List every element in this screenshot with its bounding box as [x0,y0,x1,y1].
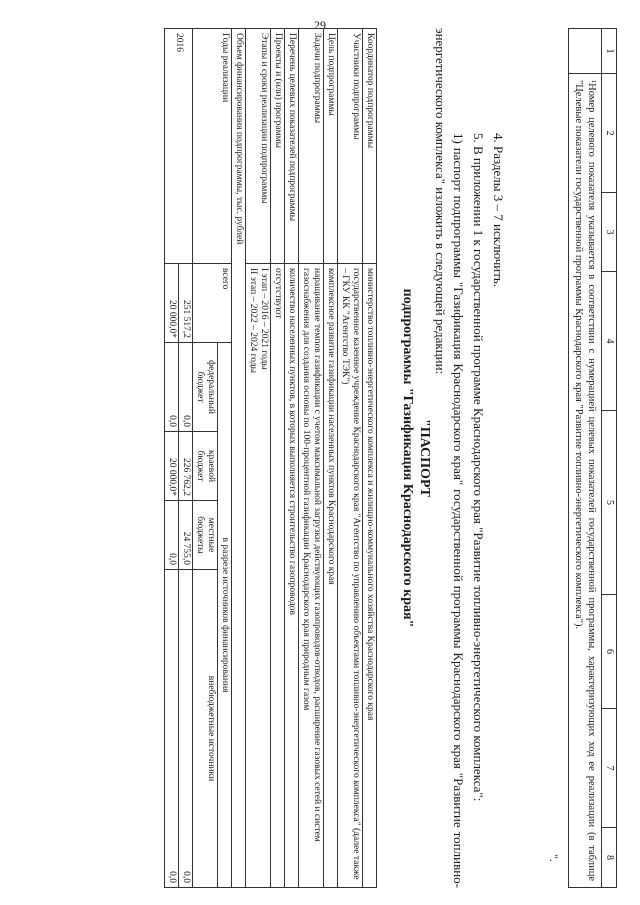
paragraph-5-1: 1) паспорт подпрограммы "Газификация Краснодарского края" государственной программы Краснодарского края "Развитие топливно-энергетического комплекса" изложить в следующей редакции: [433,28,466,888]
table-note-row [569,29,602,888]
passport-row-goal [324,29,338,888]
table-header-row [602,29,617,888]
row-label: Координатор подпрограммы [363,29,377,264]
indicator-table-tail [568,28,617,888]
col-header-7: 7 [602,709,617,828]
passport-title-line-1: "ПАСПОРТ [417,418,432,498]
sources-header: в разрезе источников финансирования [218,343,232,888]
extrabudget-value: 0,0 [179,570,193,888]
col-header-8: 8 [602,828,617,888]
row-label: Цель подпрограммы [324,29,338,264]
paragraph-5: 5. В приложении 1 к государственной программе Краснодарского края "Развитие топливно-энергетического комплекса": [471,133,486,802]
passport-row-funding-title [232,29,246,888]
passport-row-tasks [299,29,324,888]
funding-header-row-1 [218,29,232,888]
passport-title-line-2: подпрограммы "Газификация Краснодарского края" [400,288,415,628]
closing-quote: ". [547,854,561,862]
rotated-page-content [15,28,625,888]
passport-row-projects [271,29,285,888]
local-value: 0,0 [165,501,179,570]
amendment-text [429,28,507,888]
total-value: 20 000,0* [165,264,179,343]
federal-header: федеральный бюджет [193,343,218,432]
extrabudget-header: внебюджетные источники [193,570,218,888]
stage-2: II этап – 2022 – 2024 годы [248,268,258,373]
row-value: наращивание темпов газификации с учетом максимальной загрузки действующих газопроводов-отводов, расширение газовых сетей и систем газоснабжения для создания основы по 100-процентной газификации Краснодарского края природным газом [299,264,324,888]
row-value: министерство топливно-энергетического комплекса и жилищно-коммунального хозяйства Краснодарского края [363,264,377,888]
extrabudget-value: 0,0 [165,570,179,888]
federal-value: 0,0 [165,343,179,432]
row-label: Перечень целевых показателей подпрограммы [285,29,299,264]
passport-row-coordinator [363,29,377,888]
row-value: количество населенных пунктов, в которых выполняется строительство газопроводов [285,264,299,888]
col-header-2: 2 [602,74,617,193]
col-header-4: 4 [602,272,617,411]
passport-row-participants [338,29,363,888]
row-value [246,264,271,888]
col-header-3: 3 [602,193,617,272]
col-header-5: 5 [602,411,617,595]
total-header: всего [193,264,232,343]
local-header: местные бюджеты [193,501,218,570]
row-label: Задачи подпрограммы [299,29,324,264]
col-header-1: 1 [602,29,617,74]
row-value: государственное казенное учреждение Краснодарского края "Агентство по управлению объектами топливно-энергетического комплекса" (далее также – ГКУ КК "Агентство ТЭК") [338,264,363,888]
empty-cell [569,29,602,74]
years-header: Годы реализации [193,29,232,264]
passport-row-indicators [285,29,299,888]
footnote-cell: ¹Номер целевого показателя указывается в соответствии с нумерацией целевых показателей государственной программы, характеризующих ход ее реализации (в таблице "Целевые показатели государственной программы Краснодарского края "Развитие топливно-энергетического комплекса"). [569,74,602,888]
col-header-6: 6 [602,595,617,709]
year-cell: 2016 [165,29,193,264]
federal-value: 0,0 [179,343,193,432]
local-value: 24 755,0 [179,501,193,570]
page-number: 29 [314,18,326,32]
regional-header: краевой бюджет [193,432,218,501]
passport-table [164,28,377,888]
regional-value: 226 762,2 [179,432,193,501]
passport-title [399,28,433,888]
row-value: комплексное развитие газификации населенных пунктов Краснодарского края [324,264,338,888]
passport-row-stages [246,29,271,888]
regional-value: 20 000,0* [165,432,179,501]
total-value: 251 517,2 [179,264,193,343]
row-label: Этапы и сроки реализации подпрограммы [246,29,271,264]
stage-1: I этап – 2016 – 2021 годы [259,268,269,370]
paragraph-4: 4. Разделы 3 – 7 исключить. [491,133,506,288]
funding-row-2016 [179,29,193,888]
row-value: отсутствуют [271,264,285,888]
funding-title: Объем финансирования подпрограммы, тыс. рублей [232,29,246,888]
row-label: Участники подпрограммы [338,29,363,264]
row-label: Проекты и (или) программы [271,29,285,264]
